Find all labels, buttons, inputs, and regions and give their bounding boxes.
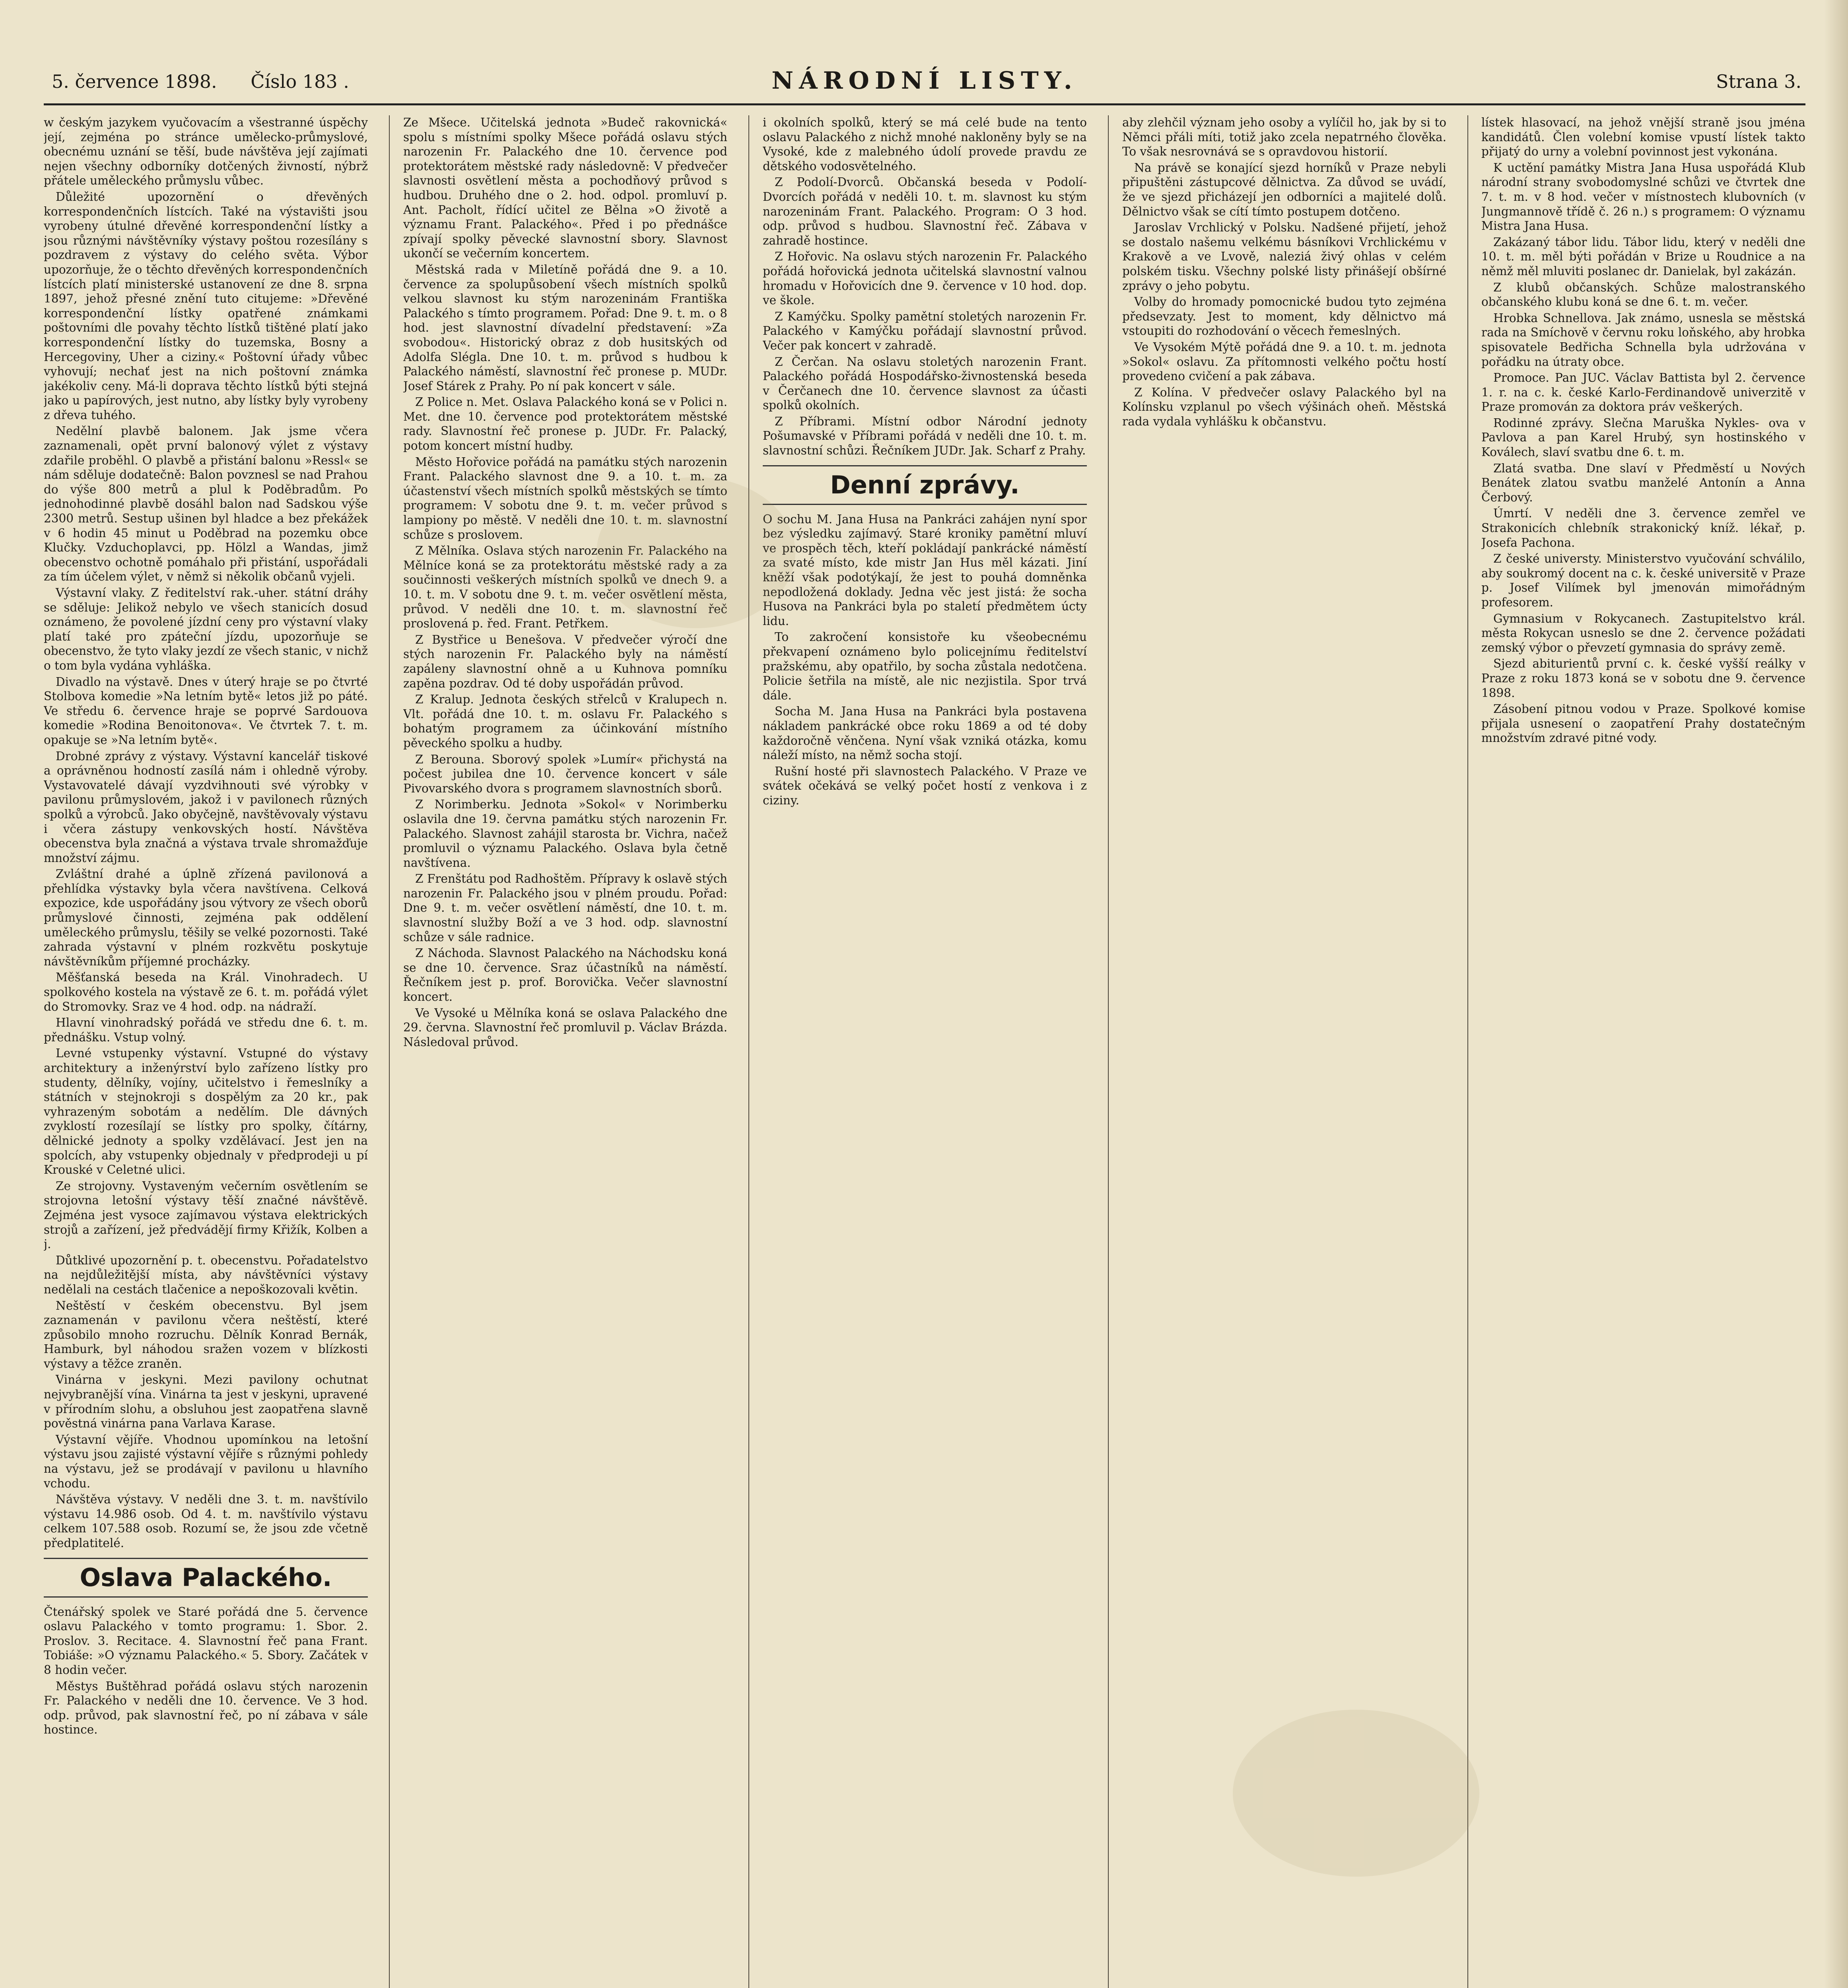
paragraph: Ve Vysokém Mýtě pořádá dne 9. a 10. t. m. jednota »Sokol« oslavu. Za přítomnosti velkého počtu hostí provedeno cvičení a pak zábava. — [1122, 340, 1446, 383]
paragraph: Ve Vysoké u Mělníka koná se oslava Palackého dne 29. června. Slavnostní řeč promluvil p. Václav Brázda. Následoval průvod. — [403, 1006, 727, 1049]
paragraph: Z Bystřice u Benešova. V předvečer výročí dne stých narozenin Fr. Palackého byly na náměstí zapáleny slavnostní ohně a u Kuhnova pomníku zapěna pozdrav. Od té doby uspořádán průvod. — [403, 633, 727, 690]
paragraph: Hlavní vinohradský pořádá ve středu dne 6. t. m. přednášku. Vstup volný. — [44, 1016, 368, 1044]
paragraph: Z Hořovic. Na oslavu stých narozenin Fr. Palackého pořádá hořovická jednota učitelská slavnostní valnou hromadu v Hořovicích dne 9. července v 10 hod. dop. ve škole. — [763, 250, 1087, 307]
paragraph: Měšťanská beseda na Král. Vinohradech. U spolkového kostela na výstavě ze 6. t. m. pořádá výlet do Stromovky. Sraz ve 4 hod. odp. na nádraží. — [44, 971, 368, 1013]
paragraph: Městská rada v Miletíně pořádá dne 9. a 10. července za spolupůsobení všech místních spolků velkou slavnost ku stým narozeninám Františka Palackého s tímto programem. Pořad: Dne 9. t. m. o 8 hod. jest slavnostní dívadelní představení: »Za svobodou«. Historický obraz z dob husitských od Adolfa Slégla. Dne 10. t. m. průvod s hudbou k Palackého náměstí, slavnostní řeč pronese p. MUDr. Josef Stárek z Prahy. Po ní pak koncert v sále. — [403, 262, 727, 393]
paragraph: Rušní hosté při slavnostech Palackého. V Praze ve svátek očekává se velký počet hostí z venkova i z ciziny. — [763, 764, 1087, 807]
paragraph: Zvláštní drahé a úplně zřízená pavilonová a přehlídka výstavky byla včera navštívena. Celková expozice, kde uspořádány jsou výtvory ze všech oborů průmyslové činnosti, zejména pak oddělení uměleckého průmyslu, těšily se velké pozornosti. Také zahrada výstavní v plném rozkvětu poskytuje návštěvníkům příjemné procházky. — [44, 867, 368, 968]
paragraph: Výstavní vějíře. Vhodnou upomínkou na letošní výstavu jsou zajisté výstavní vějíře s různými pohledy na výstavu, jež se prodávají v pavilonu u hlavního vchodu. — [44, 1433, 368, 1490]
paragraph: Z Mělníka. Oslava stých narozenin Fr. Palackého na Mělníce koná se za protektorátu městské rady a za součinnosti veškerých místních spolků ve dnech 9. a 10. t. m. V sobotu dne 9. t. m. večer osvětlení města, průvod. V neděli dne 10. t. m. slavnostní řeč proslovená p. řed. Frant. Petřkem. — [403, 544, 727, 631]
paragraph: Ze Mšece. Učitelská jednota »Budeč rakovnická« spolu s místními spolky Mšece pořádá oslavu stých narozenin Fr. Palackého dne 10. července pod protektorátem městské rady následovně: V předvečer slavnosti osvětlení města a pochodňový průvod s hudbou. Druhého dne o 2. hod. odpol. promluví p. Ant. Pacholt, řídící učitel ze Bělna »O životě a významu Frant. Palackého«. Před i po přednášce zpívají spolky pěvecké slavnostní sbory. Slavnost ukončí se večerním koncertem. — [403, 116, 727, 260]
column-rule — [1467, 115, 1468, 1988]
paragraph: Úmrtí. V neděli dne 3. července zemřel ve Strakonicích chlebník strakonický kníž. lékař, p. Josefa Pachona. — [1481, 507, 1805, 549]
paragraph: Výstavní vlaky. Z ředitelství rak.-uher. státní dráhy se sděluje: Jelikož nebylo ve všech stanicích dosud oznámeno, že povolené jízdní ceny pro výstavní vlaky platí také pro zpáteční jízdu, upozorňuje se obecenstvo, že tyto vlaky jezdí ze všech stanic, v nichž o tom byla vydána vyhláška. — [44, 586, 368, 672]
paragraph: Z Podolí-Dvorců. Občanská beseda v Podolí-Dvorcích pořádá v neděli 10. t. m. slavnost ku stým narozeninám Frant. Palackého. Program: O 3 hod. odp. průvod s hudbou. Slavnostní řeč. Zábava v zahradě hostince. — [763, 175, 1087, 247]
newspaper-title: NÁRODNÍ LISTY. — [771, 67, 1078, 95]
paragraph: Levné vstupenky výstavní. Vstupné do výstavy architektury a inženýrství bylo zařízeno lístky pro studenty, dělníky, vojíny, učitelstvo i řemeslníky a státních v stejnokroji s dospělým za 20 kr., pak vyhrazeným sobotám a nedělím. Dle dávných zvyklostí rozesílají se lístky pro spolky, čítárny, dělnické jednoty a spolky vzdělávací. Jest jen na spolcích, aby vstupenky objednaly v předprodeji u pí Krouské v Celetné ulici. — [44, 1046, 368, 1177]
masthead — [44, 60, 1805, 105]
paragraph: Z Náchoda. Slavnost Palackého na Náchodsku koná se dne 10. července. Sraz účastníků na náměstí. Řečníkem jest p. prof. Borovička. Večer slavnostní koncert. — [403, 946, 727, 1004]
section-heading: Denní zprávy. — [763, 465, 1087, 505]
paragraph: lístek hlasovací, na jehož vnější straně jsou jména kandidátů. Člen volební komise vpustí lístek takto přijatý do urny a volební povinnost jest vykonána. — [1481, 116, 1805, 159]
paragraph: Volby do hromady pomocnické budou tyto zejména předsevzaty. Jest to moment, kdy dělnictvo má vstoupiti do rozhodování o věcech řemeslných. — [1122, 295, 1446, 338]
paragraph: Z Police n. Met. Oslava Palackého koná se v Polici n. Met. dne 10. července pod protektorátem městské rady. Slavnostní řeč pronese p. JUDr. Fr. Palacký, potom koncert místní hudby. — [403, 395, 727, 453]
column-4 — [1122, 115, 1446, 1988]
paragraph: Z Kolína. V předvečer oslavy Palackého byl na Kolínsku vzplanul po všech výšinách oheň. Městská rada vydala vyhlášku k občanstvu. — [1122, 385, 1446, 428]
paragraph: Socha M. Jana Husa na Pankráci byla postavena nákladem pankrácké obce roku 1869 a od té doby každoročně věnčena. Nyní však vzniká otázka, komu náleží místo, na němž socha stojí. — [763, 705, 1087, 762]
paragraph: Drobné zprávy z výstavy. Výstavní kancelář tiskové a oprávněnou hodností zasílá nám i ohledně výroby. Vystavovatelé dávají vyzdvihnouti své výrobky v pavilonu průmyslovém, jakož i v pavilonech různých spolků a výrobců. Jako obyčejně, navštěvovaly výstavu i včera zástupy venkovských hostí. Návštěva obecenstva byla značná a výstava trvale shromažďuje množství zájmu. — [44, 749, 368, 865]
paragraph: i okolních spolků, který se má celé bude na tento oslavu Palackého z nichž mnohé nakloněny byly se na Vysoké, kde z malebného údolí provede pravdu ze dětského vodosvětelného. — [763, 116, 1087, 173]
paragraph: Městys Buštěhrad pořádá oslavu stých narozenin Fr. Palackého v neděli dne 10. července. Ve 3 hod. odp. průvod, pak slavnostní řeč, po ní zábava v sále hostince. — [44, 1679, 368, 1737]
paragraph: Z české universty. Ministerstvo vyučování schválilo, aby soukromý docent na c. k. české universitě v Praze p. Josef Vilímek byl jmenován mimořádným profesorem. — [1481, 552, 1805, 609]
columns — [44, 115, 1805, 1988]
paragraph: Divadlo na výstavě. Dnes v úterý hraje se po čtvrté Stolbova komedie »Na letním bytě« letos již po páté. Ve středu 6. července hraje se poprvé Sardouova komedie »Rodina Benoitonova«. Ve čtvrtek 7. t. m. opakuje se »Na letním bytě«. — [44, 675, 368, 747]
paragraph: Nedělní plavbě balonem. Jak jsme včera zaznamenali, opět první balonový výlet z výstavy zdařile proběhl. O plavbě a přistání balonu »Ressl« se nám sděluje dodatečně: Balon povznesl se nad Prahou do výše 800 metrů a plul k Poděbradům. Po jednohodinné plavbě dosáhl balon nad Sadskou výše 2300 metrů. Sestup ušinen byl hladce a bez překážek v 6 hodin 45 minut u Poděbrad na pozemku obce Klučky. Vzduchoplavci, pp. Hölzl a Wandas, jimž obecenstvo ochotně pomáhalo při přistání, uspořádali za tím účelem výlet, v němž si několik občanů vyjeli. — [44, 424, 368, 584]
column-rule — [1108, 115, 1109, 1988]
paragraph: Hrobka Schnellova. Jak známo, usnesla se městská rada na Smíchově v červnu roku loňského, aby hrobka spisovatele Bedřicha Schnella byla udržována v pořádku na útraty obce. — [1481, 311, 1805, 369]
paragraph: Z Příbrami. Místní odbor Národní jednoty Pošumavské v Příbrami pořádá v neděli dne 10. t. m. slavnostní schůzi. Řečníkem JUDr. Jak. Scharf z Prahy. — [763, 414, 1087, 458]
paragraph: Na právě se konající sjezd horníků v Praze nebyli připuštěni zástupcové dělnictva. Za důvod se uvádí, že ve sjezd přicházejí jen odborníci a majitelé dolů. Dělnictvo však se cítí tímto postupem dotčeno. — [1122, 161, 1446, 218]
paragraph: Jaroslav Vrchlický v Polsku. Nadšené přijetí, jehož se dostalo našemu velkému básníkovi Vrchlickému v Krakově a ve Lvově, naleziá živý ohlas v celém polském tisku. Všechny polské listy přinášejí obšírné zprávy o jeho pobytu. — [1122, 221, 1446, 293]
column-1 — [44, 115, 368, 1988]
paragraph: Rodinné zprávy. Slečna Maruška Nykles- ova v Pavlova a pan Karel Hrubý, syn hostinského v Koválech, slaví svatbu dne 6. t. m. — [1481, 416, 1805, 459]
paragraph: Gymnasium v Rokycanech. Zastupitelstvo král. města Rokycan usneslo se dne 2. července požádati zemský výbor o převzetí gymnasia do správy země. — [1481, 612, 1805, 654]
paragraph: Z Kamýčku. Spolky pamětní stoletých narozenin Fr. Palackého v Kamýčku pořádají slavnostní průvod. Večer pak koncert v zahradě. — [763, 309, 1087, 352]
paragraph: Město Hořovice pořádá na památku stých narozenin Frant. Palackého slavnost dne 9. a 10. t. m. za účastenství všech místních spolků městských se tímto programem: V sobotu dne 9. t. m. večer průvod s lampiony po městě. V neděli dne 10. t. m. slavnostní schůze s proslovem. — [403, 455, 727, 542]
paragraph: Neštěstí v českém obecenstvu. Byl jsem zaznamenán v pavilonu včera neštěstí, které způsobilo mnoho rozruchu. Dělník Konrad Bernák, Hamburk, byl náhodou sražen vozem v blízkosti výstavy a těžce zraněn. — [44, 1299, 368, 1371]
paragraph: Z Čerčan. Na oslavu stoletých narozenin Frant. Palackého pořádá Hospodářsko-živnostenská beseda v Čerčanech dne 10. července slavnost za účasti spolků okolních. — [763, 355, 1087, 412]
paragraph: Vinárna v jeskyni. Mezi pavilony ochutnat nejvybranější vína. Vinárna ta jest v jeskyni, upravené v přírodním slohu, a obsluhou jest zaopatřena slavně pověstná vinárna pana Varlava Karase. — [44, 1373, 368, 1431]
section-heading: Oslava Palackého. — [44, 1558, 368, 1598]
paragraph: Čtenářský spolek ve Staré pořádá dne 5. července oslavu Palackého v tomto programu: 1. Sbor. 2. Proslov. 3. Recitace. 4. Slavnostní řeč pana Frant. Tobiáše: »O významu Palackého.« 5. Sbory. Začátek v 8 hodin večer. — [44, 1605, 368, 1677]
paragraph: Návštěva výstavy. V neděli dne 3. t. m. navštívilo výstavu 14.986 osob. Od 4. t. m. navštívilo výstavu celkem 107.588 osob. Rozumí se, že jsou zde včetně předplatitelé. — [44, 1493, 368, 1550]
paragraph: w českým jazykem vyučovacím a všestranné úspěchy její, zejména po stránce umělecko-průmyslové, obecnému uznání se těší, bude návštěva její zajímati nejen všechny odborníky dotčených živností, nýbrž přátele uměleckého průmyslu vůbec. — [44, 116, 368, 188]
paragraph: Z Kralup. Jednota českých střelců v Kralupech n. Vlt. pořádá dne 10. t. m. oslavu Fr. Palackého s bohatým programem za účinkování místního pěveckého spolku a hudby. — [403, 693, 727, 750]
issue-number: Číslo 183 . — [251, 71, 349, 92]
paper-edge-shadow — [1824, 0, 1848, 1988]
paragraph: aby zlehčil význam jeho osoby a vylíčil ho, jak by si to Němci přáli míti, totiž jako zcela nepatrného člověka. To však nesrovnává se s opravdovou historií. — [1122, 116, 1446, 159]
column-rule — [389, 115, 390, 1988]
paragraph: Zásobení pitnou vodou v Praze. Spolkové komise přijala usnesení o zaopatření Prahy dostatečným množstvím zdravé pitné vody. — [1481, 702, 1805, 745]
paragraph: Promoce. Pan JUC. Václav Battista byl 2. července 1. r. na c. k. české Karlo-Ferdinandově univerzitě v Praze promován za doktora práv veškerých. — [1481, 371, 1805, 414]
column-rule — [748, 115, 749, 1988]
paragraph: Zakázaný tábor lidu. Tábor lidu, který v neděli dne 10. t. m. měl býti pořádán v Brize u Roudnice a na němž měl mluviti poslanec dr. Danielak, byl zakázán. — [1481, 235, 1805, 278]
paragraph: Důtklivé upozornění p. t. obecenstvu. Pořadatelstvo na nejdůležitější místa, aby návštěvníci výstavy nedělali na cestách tlačenice a nepoškozovali květin. — [44, 1253, 368, 1296]
paragraph: To zakročení konsistoře ku všeobecnému překvapení oznámeno bylo policejnímu ředitelství pražskému, aby opatřilo, by socha zůstala nedotčena. Policie šetřila na místě, ale nic nezjistila. Spor trvá dále. — [763, 630, 1087, 702]
paragraph: Důležité upozornění o dřevěných korrespondenčních lístcích. Také na výstavišti jsou vyrobeny útulné dřevěné korrespondenční lístky a jsou různými návštěvníky výstavy poštou rozesílány s pozdravem z výstavy do celého světa. Výbor upozorňuje, že o těchto dřevěných korrespondenčních lístcích platí ministerské ustanovení ze dne 8. srpna 1897, jehož přesné znění tuto citujeme: »Dřevěné korrespondenční lístky opatřené známkami poštovními dle povahy těchto lístků tištěné platí jako korrespondenční lístky do tuzemska, Bosny a Hercegoviny, Uher a ciziny.« Poštovní úřady vůbec vyhovují; nechať jest na nich poštovní známka jakékoliv ceny. Má-li doprava těchto lístků býti stejná jako u papírových, jest nutno, aby lístky byly vyrobeny z dřeva tuhého. — [44, 190, 368, 422]
page-number: Strana 3. — [1716, 71, 1801, 92]
paragraph: Z Frenštátu pod Radhoštěm. Přípravy k oslavě stých narozenin Fr. Palackého jsou v plném proudu. Pořad: Dne 9. t. m. večer osvětlení náměstí, dne 10. t. m. slavnostní služby Boží a ve 3 hod. odp. slavnostní schůze v sále radnice. — [403, 872, 727, 944]
paragraph: Z klubů občanských. Schůze malostranského občanského klubu koná se dne 6. t. m. večer. — [1481, 280, 1805, 309]
paragraph: O sochu M. Jana Husa na Pankráci zahájen nyní spor bez výsledku zajímavý. Staré kroniky pamětní mluví ve prospěch těch, kteří pokládají pankrácké náměstí za svaté místo, kde mistr Jan Hus měl kázati. Jiní kněží však podotýkají, že jest to pouhá domněnka nepodložená doklady. Jedna věc jest jistá: že socha Husova na Pankráci byla po staletí předmětem úcty lidu. — [763, 512, 1087, 628]
paragraph: Zlatá svatba. Dne slaví v Předměstí u Nových Benátek zlatou svatbu manželé Antonín a Anna Čerbový. — [1481, 461, 1805, 504]
column-5 — [1481, 115, 1805, 1988]
column-3 — [763, 115, 1087, 1988]
column-2 — [403, 115, 727, 1988]
paragraph: Z Berouna. Sborový spolek »Lumír« přichystá na počest jubilea dne 10. července koncert v sále Pivovarského dvora s programem slavnostních sborů. — [403, 752, 727, 795]
paragraph: Sjezd abiturientů první c. k. české vyšší reálky v Praze z roku 1873 koná se v sobotu dne 9. července 1898. — [1481, 657, 1805, 700]
paragraph: Ze strojovny. Vystaveným večerním osvětlením se strojovna letošní výstavy těší značné návštěvě. Zejména jest vysoce zajímavou výstava elektrických strojů a zařízení, jež předvádějí firmy Křižík, Kolben a j. — [44, 1179, 368, 1251]
paragraph: K uctění památky Mistra Jana Husa uspořádá Klub národní strany svobodomyslné schůzi ve čtvrtek dne 7. t. m. v 8 hod. večer v místnostech klubovních (v Jungmannově třídě č. 26 n.) s programem: O významu Mistra Jana Husa. — [1481, 161, 1805, 233]
paragraph: Z Norimberku. Jednota »Sokol« v Norimberku oslavila dne 19. června památku stých narozenin Fr. Palackého. Slavnost zahájil starosta br. Vichra, načež promluvil o významu Palackého. Oslava byla četně navštívena. — [403, 798, 727, 870]
issue-date: 5. července 1898. — [52, 71, 217, 92]
